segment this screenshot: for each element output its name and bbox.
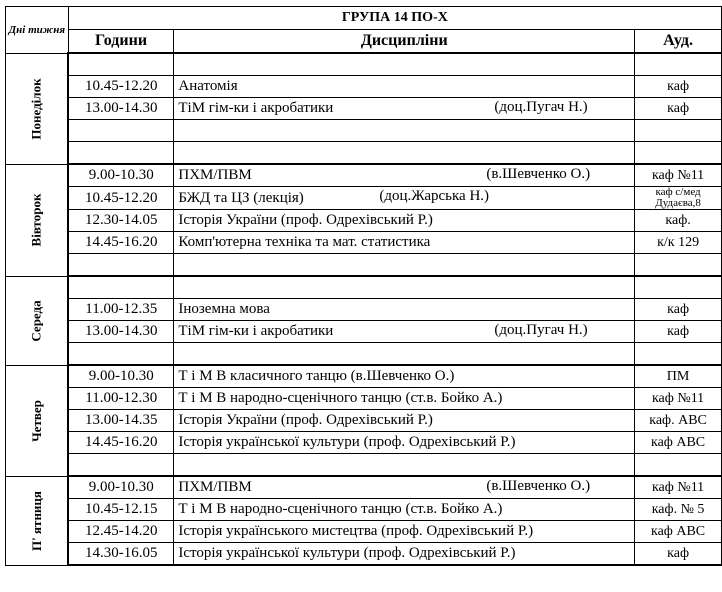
room-cell: каф №11 bbox=[635, 388, 722, 410]
time-cell: 10.45-12.20 bbox=[68, 187, 174, 210]
subject-cell bbox=[174, 521, 635, 543]
schedule-row bbox=[6, 321, 722, 343]
subject-cell bbox=[174, 410, 635, 432]
time-cell: 14.45-16.20 bbox=[68, 432, 174, 454]
room-cell: каф №11 bbox=[635, 476, 722, 499]
room-cell bbox=[635, 142, 722, 165]
subject-cell bbox=[174, 388, 635, 410]
subject-cell bbox=[174, 365, 635, 388]
day-cell bbox=[6, 53, 69, 164]
time-cell: 14.30-16.05 bbox=[68, 543, 174, 566]
schedule-row bbox=[6, 254, 722, 277]
schedule-row bbox=[6, 276, 722, 299]
time-cell bbox=[68, 254, 174, 277]
subject-cell bbox=[174, 299, 635, 321]
schedule-row bbox=[6, 232, 722, 254]
subject-cell bbox=[174, 187, 635, 210]
time-cell: 11.00-12.35 bbox=[68, 299, 174, 321]
subject-text: Історія України (проф. Одрехівський Р.) bbox=[178, 212, 433, 228]
schedule-row bbox=[6, 410, 722, 432]
teacher-text: (в.Шевченко О.) bbox=[486, 478, 591, 494]
subject-cell bbox=[174, 321, 635, 343]
room-cell: ПМ bbox=[635, 365, 722, 388]
room-cell: каф АВС bbox=[635, 432, 722, 454]
subject-text: Анатомія bbox=[178, 78, 238, 94]
room-cell: каф с/мед Дудаєва,8 bbox=[635, 187, 722, 210]
schedule-row bbox=[6, 499, 722, 521]
schedule-row bbox=[6, 365, 722, 388]
schedule-row bbox=[6, 76, 722, 98]
subject-cell bbox=[174, 432, 635, 454]
schedule-row bbox=[6, 53, 722, 76]
time-cell: 13.00-14.30 bbox=[68, 98, 174, 120]
day-cell bbox=[6, 476, 69, 565]
subjects-header: Дисципліни bbox=[174, 30, 635, 54]
time-cell bbox=[68, 276, 174, 299]
day-label: Понеділок bbox=[28, 77, 44, 140]
time-cell: 9.00-10.30 bbox=[68, 164, 174, 187]
hours-header: Години bbox=[68, 30, 174, 54]
teacher-text: (в.Шевченко О.) bbox=[486, 166, 591, 182]
subject-cell bbox=[174, 98, 635, 120]
room-cell bbox=[635, 120, 722, 142]
room-cell: каф №11 bbox=[635, 164, 722, 187]
subject-cell bbox=[174, 499, 635, 521]
subject-text: ТіМ гім-ки і акробатики bbox=[178, 323, 334, 339]
subject-cell bbox=[174, 76, 635, 98]
schedule-row bbox=[6, 543, 722, 566]
schedule-row bbox=[6, 432, 722, 454]
room-cell bbox=[635, 276, 722, 299]
subject-text: ПХМ/ПВМ bbox=[178, 167, 252, 183]
time-cell: 9.00-10.30 bbox=[68, 476, 174, 499]
time-cell bbox=[68, 454, 174, 477]
room-cell bbox=[635, 343, 722, 366]
teacher-text: (доц.Жарська Н.) bbox=[379, 188, 490, 204]
schedule-row bbox=[6, 299, 722, 321]
time-cell: 10.45-12.15 bbox=[68, 499, 174, 521]
group-title: ГРУПА 14 ПО-Х bbox=[68, 7, 721, 30]
day-cell bbox=[6, 164, 69, 276]
room-cell bbox=[635, 254, 722, 277]
time-cell: 9.00-10.30 bbox=[68, 365, 174, 388]
schedule-row bbox=[6, 164, 722, 187]
subject-text: ПХМ/ПВМ bbox=[178, 479, 252, 495]
subject-cell bbox=[174, 254, 635, 277]
schedule-row bbox=[6, 521, 722, 543]
schedule-row bbox=[6, 210, 722, 232]
schedule-row bbox=[6, 454, 722, 477]
day-cell bbox=[6, 276, 69, 365]
subject-text: Комп'ютерна техніка та мат. статистика bbox=[178, 234, 431, 250]
room-cell: каф. АВС bbox=[635, 410, 722, 432]
days-header: Дні тижня bbox=[6, 7, 69, 54]
room-header: Ауд. bbox=[635, 30, 722, 54]
schedule-row bbox=[6, 187, 722, 210]
room-cell: каф bbox=[635, 321, 722, 343]
room-cell: каф bbox=[635, 299, 722, 321]
day-label: Середа bbox=[28, 299, 44, 342]
subject-text: Т і М В народно-сценічного танцю (ст.в. Бойко А.) bbox=[178, 390, 503, 406]
subject-text: Історія української культури (проф. Одрехівський Р.) bbox=[178, 545, 516, 561]
subject-text: БЖД та ЦЗ (лекція) bbox=[178, 189, 304, 206]
day-label: Четвер bbox=[28, 399, 44, 442]
teacher-text: (доц.Пугач Н.) bbox=[494, 322, 588, 338]
time-cell bbox=[68, 343, 174, 366]
schedule-table bbox=[5, 6, 722, 566]
schedule-row bbox=[6, 142, 722, 165]
room-cell: каф bbox=[635, 543, 722, 566]
room-cell: каф bbox=[635, 98, 722, 120]
time-cell bbox=[68, 142, 174, 165]
time-cell: 13.00-14.35 bbox=[68, 410, 174, 432]
subject-text: Історія українського мистецтва (проф. Одрехівський Р.) bbox=[178, 523, 534, 539]
day-cell bbox=[6, 365, 69, 476]
subject-text: Т і М В народно-сценічного танцю (ст.в. Бойко А.) bbox=[178, 501, 503, 517]
subject-text: Історія української культури (проф. Одрехівський Р.) bbox=[178, 434, 516, 450]
subject-cell bbox=[174, 120, 635, 142]
subject-text: Т і М В класичного танцю (в.Шевченко О.) bbox=[178, 368, 455, 384]
schedule-row bbox=[6, 120, 722, 142]
room-cell bbox=[635, 53, 722, 76]
subject-cell bbox=[174, 53, 635, 76]
header-row-group bbox=[6, 7, 722, 30]
time-cell: 13.00-14.30 bbox=[68, 321, 174, 343]
time-cell: 11.00-12.30 bbox=[68, 388, 174, 410]
subject-text: Історія України (проф. Одрехівський Р.) bbox=[178, 412, 433, 428]
subject-cell bbox=[174, 543, 635, 566]
subject-cell bbox=[174, 454, 635, 477]
day-label: Вівторок bbox=[28, 193, 44, 247]
subject-cell bbox=[174, 276, 635, 299]
subject-cell bbox=[174, 142, 635, 165]
day-label: П' ятниця bbox=[28, 490, 44, 551]
subject-cell bbox=[174, 232, 635, 254]
schedule-body bbox=[6, 7, 722, 566]
time-cell: 12.30-14.05 bbox=[68, 210, 174, 232]
room-cell: к/к 129 bbox=[635, 232, 722, 254]
time-cell bbox=[68, 53, 174, 76]
room-cell: каф АВС bbox=[635, 521, 722, 543]
time-cell: 12.45-14.20 bbox=[68, 521, 174, 543]
schedule-row bbox=[6, 343, 722, 366]
schedule-row bbox=[6, 98, 722, 120]
teacher-text: (доц.Пугач Н.) bbox=[494, 99, 588, 115]
room-cell: каф bbox=[635, 76, 722, 98]
room-cell: каф. bbox=[635, 210, 722, 232]
schedule-row bbox=[6, 388, 722, 410]
schedule-row bbox=[6, 476, 722, 499]
subject-cell bbox=[174, 164, 635, 187]
header-row-columns bbox=[6, 30, 722, 54]
subject-cell bbox=[174, 343, 635, 366]
subject-cell bbox=[174, 210, 635, 232]
room-cell: каф. № 5 bbox=[635, 499, 722, 521]
subject-cell bbox=[174, 476, 635, 499]
time-cell bbox=[68, 120, 174, 142]
subject-text: Іноземна мова bbox=[178, 301, 270, 317]
time-cell: 10.45-12.20 bbox=[68, 76, 174, 98]
subject-text: ТіМ гім-ки і акробатики bbox=[178, 100, 334, 116]
room-cell bbox=[635, 454, 722, 477]
time-cell: 14.45-16.20 bbox=[68, 232, 174, 254]
